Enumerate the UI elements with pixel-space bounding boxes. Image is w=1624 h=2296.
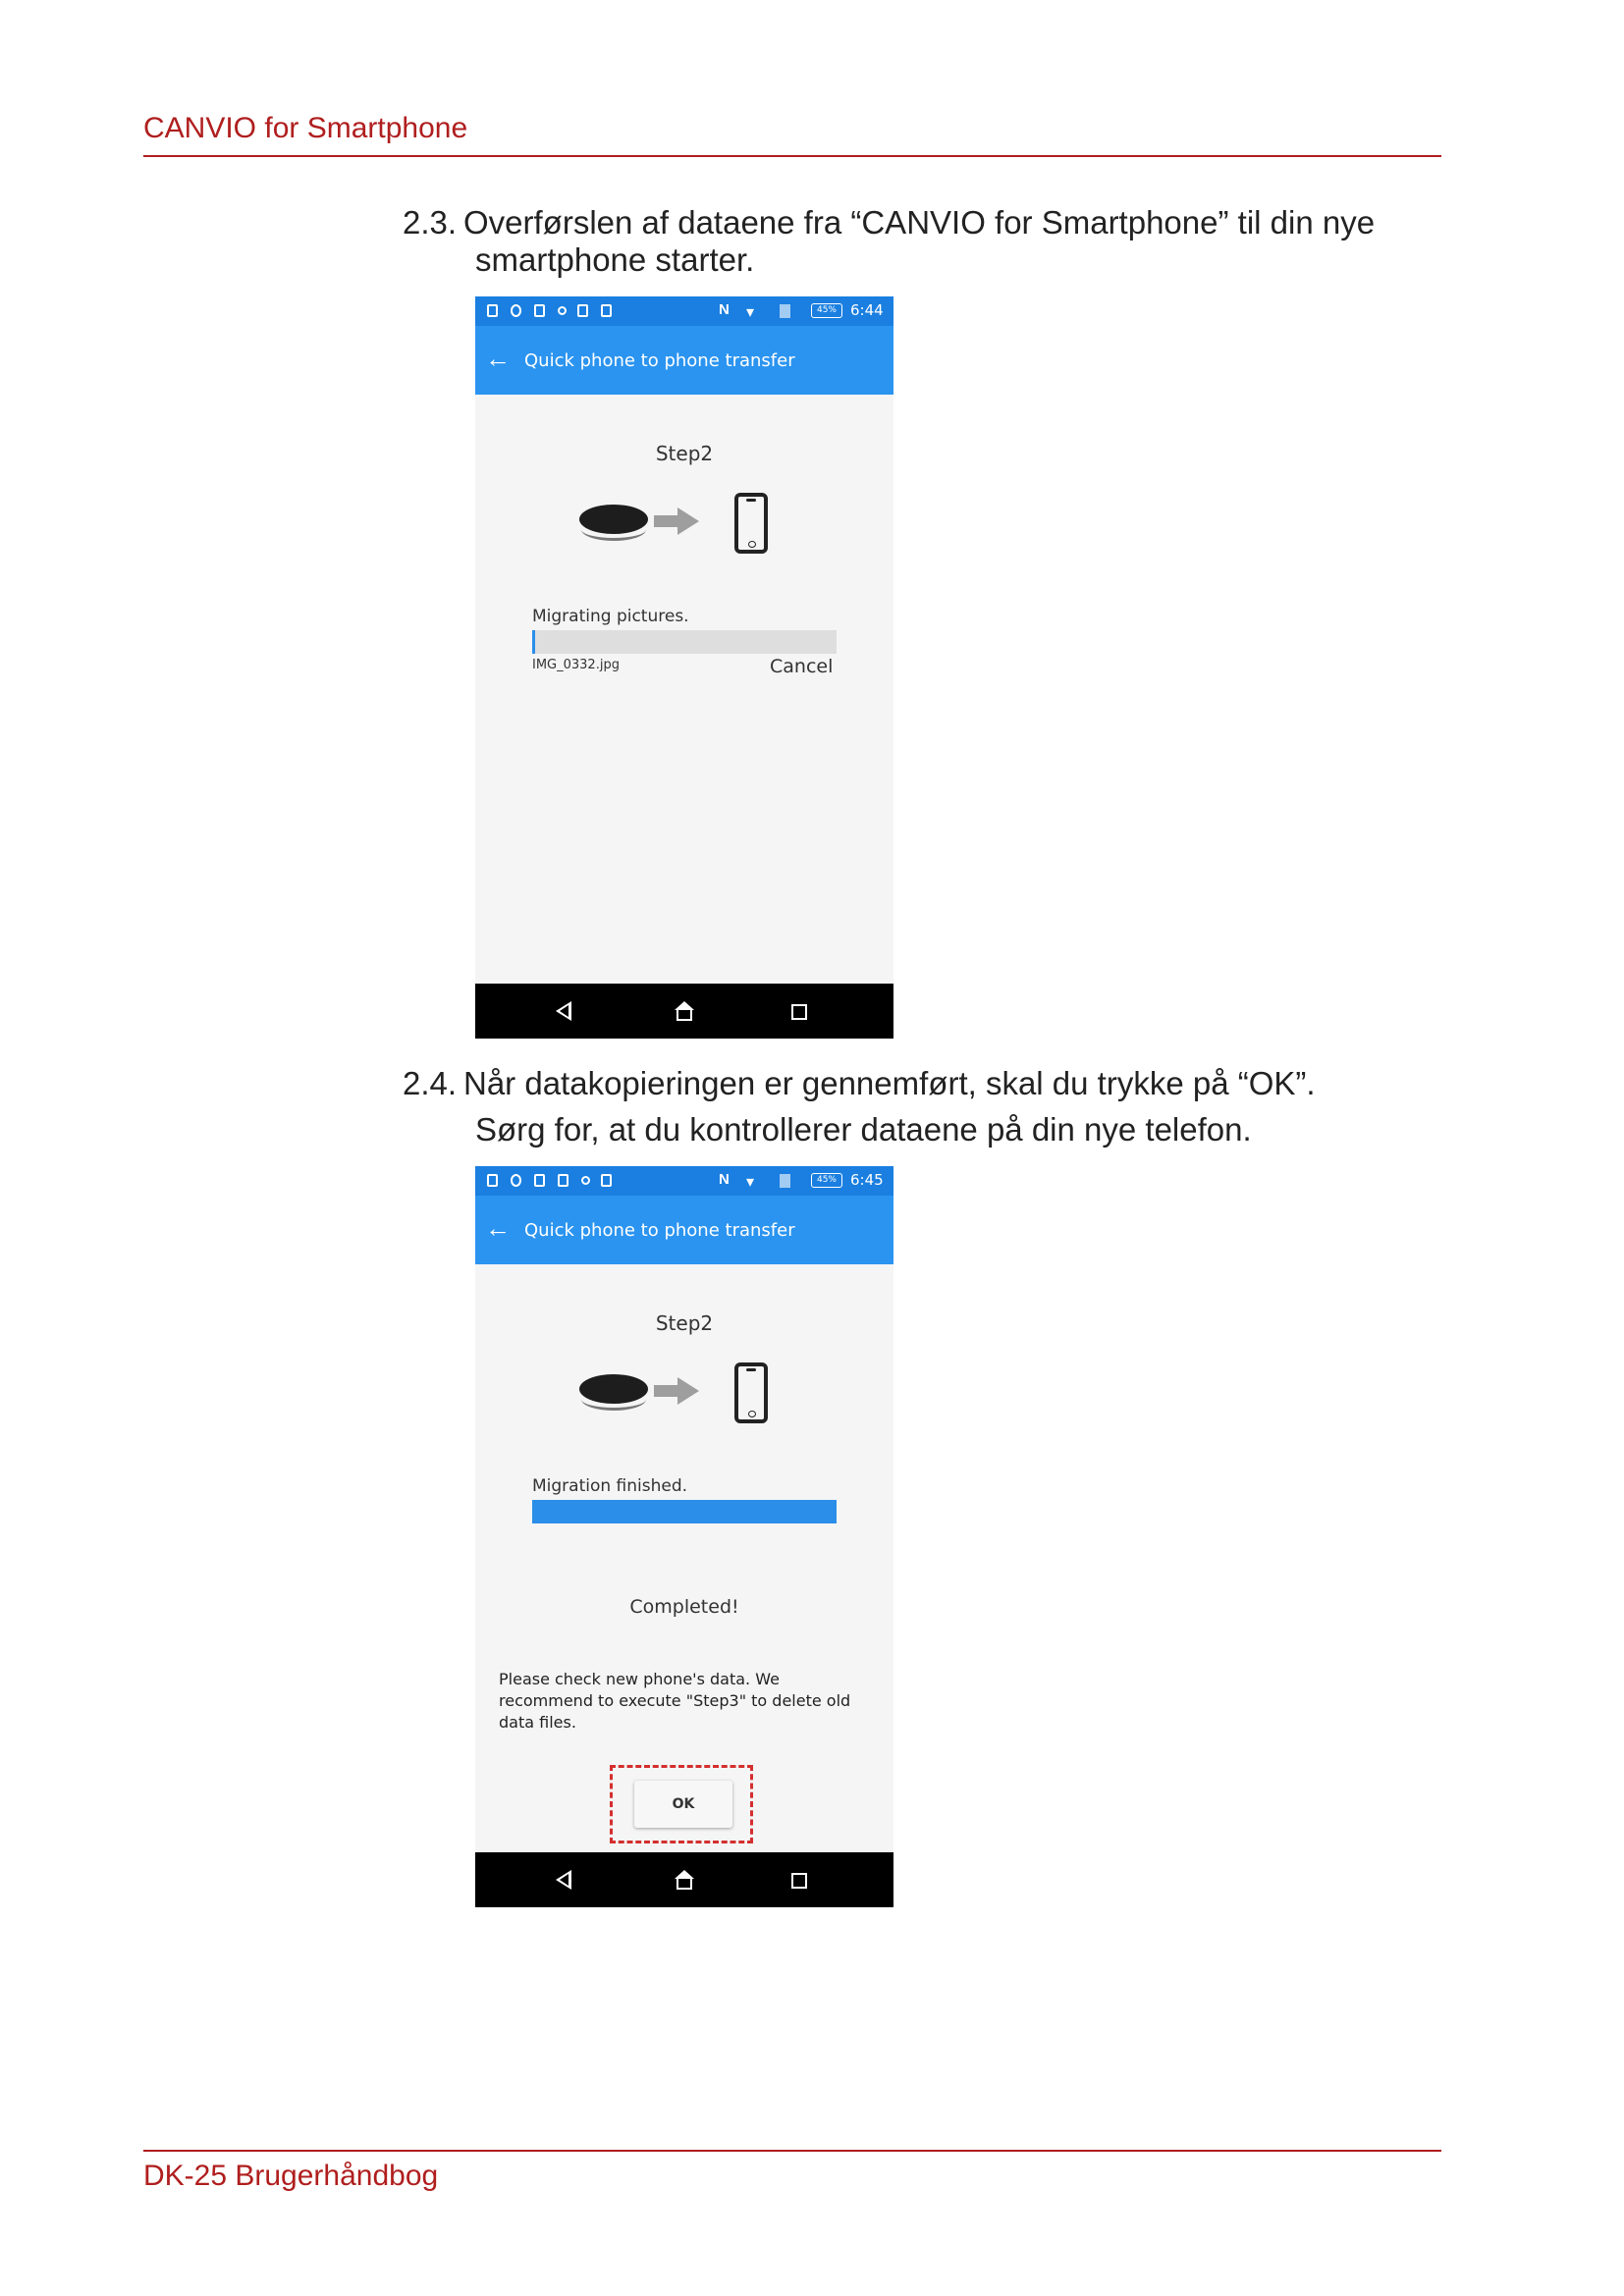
step-text-line1: Når datakopieringen er gennemført, skal du trykke på “OK”. xyxy=(463,1065,1316,1101)
step-number: 2.3. xyxy=(403,204,458,240)
shield-icon xyxy=(511,1174,521,1187)
app-bar xyxy=(475,1196,893,1264)
progress-fill xyxy=(532,1500,837,1523)
ok-button[interactable]: OK xyxy=(634,1781,732,1828)
notification-icon xyxy=(487,1174,498,1187)
progress-bar xyxy=(532,1500,837,1523)
nav-home-icon[interactable] xyxy=(675,1001,694,1021)
status-time: 6:45 xyxy=(850,1171,884,1189)
download-icon xyxy=(534,304,545,317)
status-time: 6:44 xyxy=(850,301,884,319)
canvio-device-icon xyxy=(579,505,648,538)
nav-bar xyxy=(475,1852,893,1907)
nav-back-icon[interactable] xyxy=(556,1870,571,1890)
step-label: Step2 xyxy=(655,1311,714,1335)
shield-icon xyxy=(511,304,521,317)
header-title: CANVIO for Smartphone xyxy=(143,112,468,144)
back-arrow-icon[interactable]: ← xyxy=(485,1213,511,1243)
transfer-arrow-icon xyxy=(654,507,699,533)
battery-icon: 45% xyxy=(811,1173,842,1188)
footer-rule xyxy=(143,2150,1441,2152)
sim-icon xyxy=(780,304,790,318)
progress-fill xyxy=(532,630,535,654)
screenshot-completed xyxy=(475,1166,893,1907)
nfc-icon: N xyxy=(719,1171,730,1188)
battery-icon: 45% xyxy=(811,303,842,318)
sd-card-icon xyxy=(601,304,612,317)
dot-icon xyxy=(558,306,567,315)
image-icon xyxy=(534,1174,545,1187)
nav-recents-icon[interactable] xyxy=(791,1873,807,1889)
cancel-button[interactable]: Cancel xyxy=(770,656,834,677)
smartphone-icon xyxy=(734,1362,768,1423)
status-bar xyxy=(475,296,893,326)
nav-back-icon[interactable] xyxy=(556,1001,571,1021)
transfer-arrow-icon xyxy=(654,1377,699,1403)
dot-icon xyxy=(581,1176,590,1185)
notification-icon xyxy=(487,304,498,317)
step-label: Step2 xyxy=(655,442,714,465)
step-text-line1: Overførslen af dataene fra “CANVIO for Smartphone” til din nye xyxy=(463,204,1376,240)
nav-recents-icon[interactable] xyxy=(791,1004,807,1020)
sim-icon xyxy=(780,1174,790,1188)
canvio-device-icon xyxy=(579,1374,648,1408)
nav-home-icon[interactable] xyxy=(675,1870,694,1890)
app-bar xyxy=(475,326,893,395)
app-title: Quick phone to phone transfer xyxy=(524,350,795,371)
sd-card-icon xyxy=(601,1174,612,1187)
check-data-note: Please check new phone's data. We recommend to execute "Step3" to delete old data files. xyxy=(499,1670,851,1732)
smartphone-icon xyxy=(734,493,768,554)
download-icon xyxy=(558,1174,568,1187)
step-number: 2.4. xyxy=(403,1065,458,1101)
file-name: IMG_0332.jpg xyxy=(532,658,620,672)
step-text-line2: smartphone starter. xyxy=(475,241,755,278)
migration-message: Migrating pictures. xyxy=(532,607,689,626)
completed-label: Completed! xyxy=(629,1596,739,1618)
status-bar xyxy=(475,1166,893,1196)
step-text-line2: Sørg for, at du kontrollerer dataene på din nye telefon. xyxy=(475,1111,1252,1148)
progress-bar xyxy=(532,630,837,654)
wifi-icon: ▾ xyxy=(746,304,755,321)
nfc-icon: N xyxy=(719,301,730,318)
nav-bar xyxy=(475,984,893,1039)
image-icon xyxy=(577,304,588,317)
migration-message: Migration finished. xyxy=(532,1476,688,1496)
header-rule xyxy=(143,155,1441,157)
screenshot-migrating xyxy=(475,296,893,1039)
app-title: Quick phone to phone transfer xyxy=(524,1220,795,1241)
wifi-icon: ▾ xyxy=(746,1174,755,1191)
footer-title: DK-25 Brugerhåndbog xyxy=(143,2160,439,2192)
back-arrow-icon[interactable]: ← xyxy=(485,344,511,373)
